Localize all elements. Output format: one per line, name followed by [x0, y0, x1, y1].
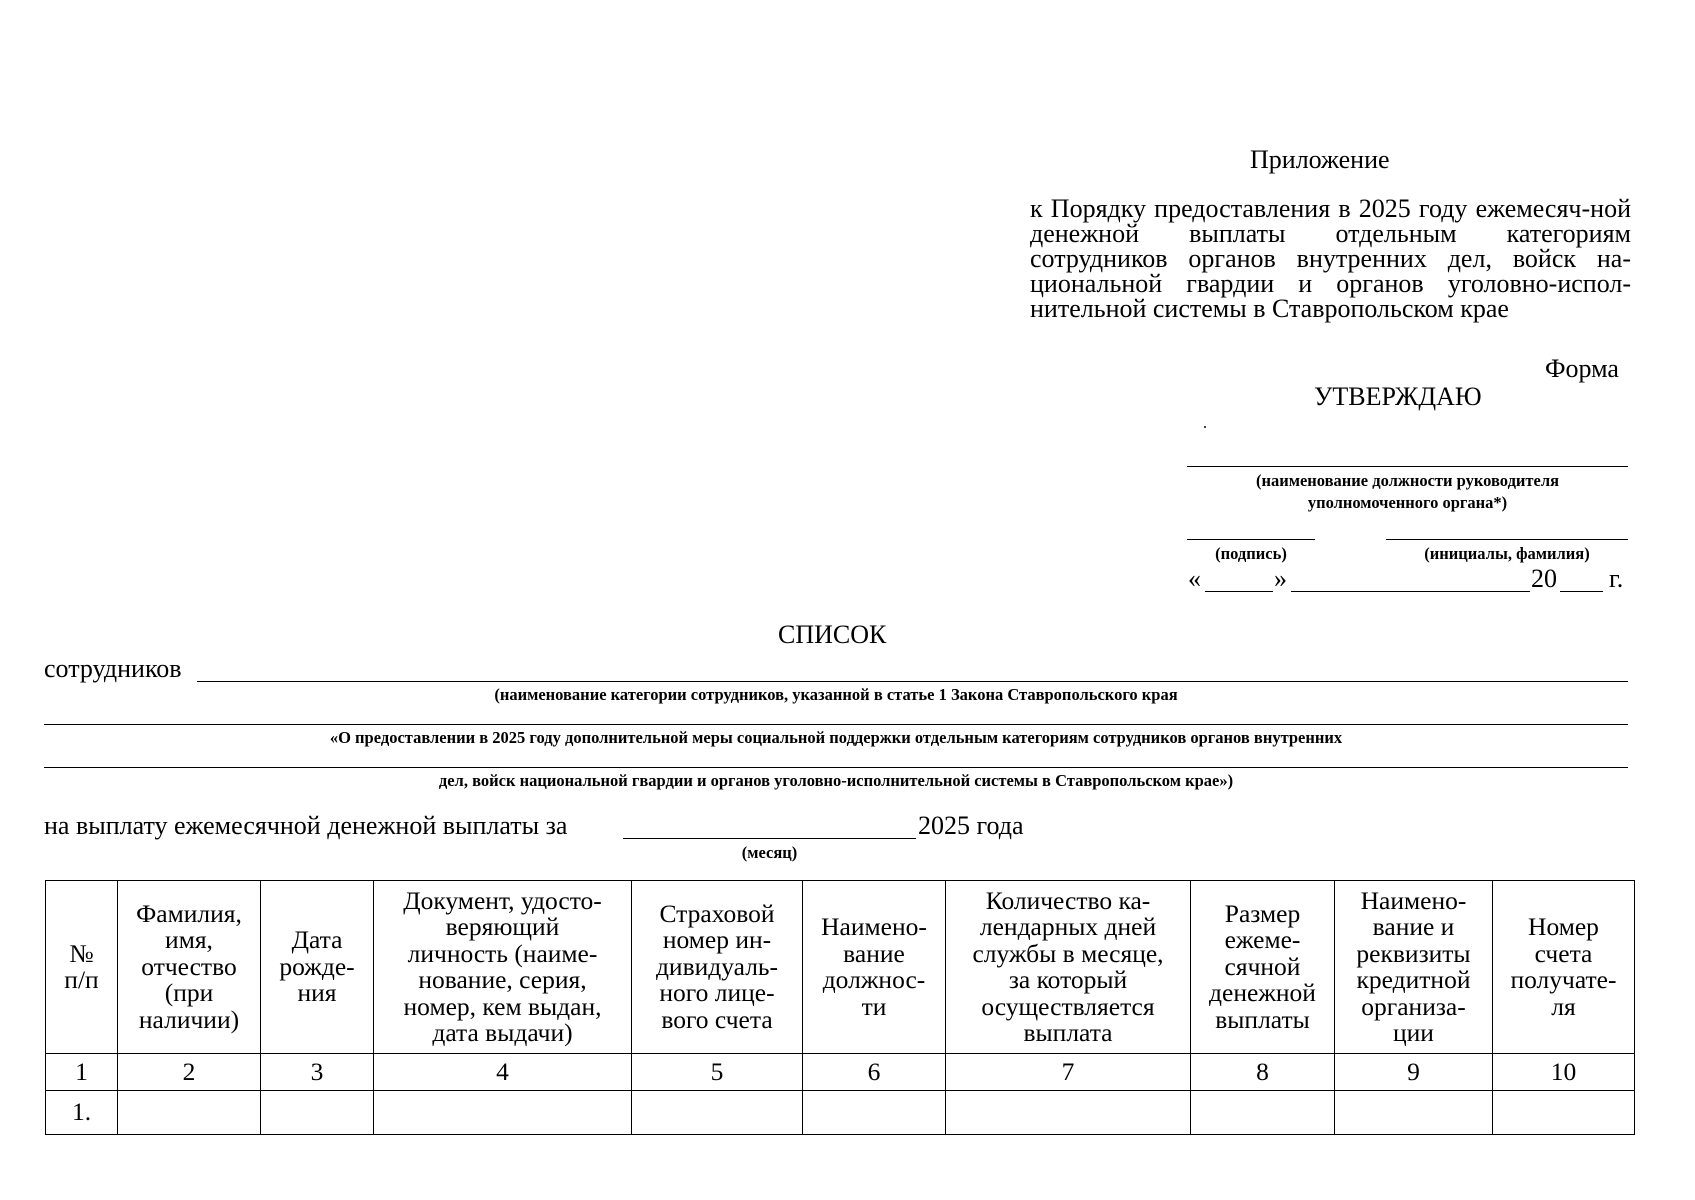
column-number: 9: [1335, 1054, 1493, 1091]
column-number: 5: [632, 1054, 803, 1091]
table-cell: [1191, 1091, 1335, 1135]
signature-caption: (подпись): [1215, 544, 1287, 563]
category-caption-line2: «О предоставлении в 2025 году дополнительной меры социальной поддержки отдельным категориям сотрудников органов внутренних: [329, 728, 1343, 747]
header-service-days: Количество ка- лендарных дней службы в месяце, за который осуществляется выплата: [946, 881, 1191, 1054]
month-line: [623, 838, 916, 839]
header-insurance-number: Страховой номер ин- дивидуаль- ного лице- вого счета: [632, 881, 803, 1054]
employees-category-line: [197, 681, 1628, 682]
table-cell: [118, 1091, 261, 1135]
date-close-quote: »: [1274, 564, 1287, 593]
header-payment-amount: Размер ежеме- сячной денежной выплаты: [1191, 881, 1335, 1054]
table-cell: 1.: [46, 1091, 118, 1135]
table-cell: [1335, 1091, 1493, 1135]
category-line-3: [44, 767, 1628, 768]
column-number: 2: [118, 1054, 261, 1091]
name-line: [1386, 539, 1628, 540]
position-caption-line1: (наименование должности руководителя: [1255, 471, 1560, 490]
date-day-line: [1205, 591, 1273, 592]
column-number: 7: [946, 1054, 1191, 1091]
date-month-line: [1291, 591, 1530, 592]
date-year-prefix: 20: [1531, 564, 1557, 593]
header-bank-details: Наимено- вание и реквизиты кредитной организа- ции: [1335, 881, 1493, 1054]
column-number: 6: [803, 1054, 946, 1091]
category-caption-line1: (наименование категории сотрудников, указанной в статье 1 Закона Ставропольского края: [494, 685, 1178, 704]
position-line: [1187, 466, 1628, 467]
column-number: 3: [261, 1054, 374, 1091]
payment-list-table: [45, 880, 1635, 1135]
table-cell: [1493, 1091, 1635, 1135]
employees-label: сотрудников: [44, 654, 182, 683]
header-account-number: Номер счета получате- ля: [1493, 881, 1635, 1054]
date-open-quote: «: [1188, 564, 1201, 593]
table-cell: [946, 1091, 1191, 1135]
table-cell: [374, 1091, 632, 1135]
payment-suffix: 2025 года: [918, 811, 1024, 840]
table-header-row: [46, 881, 1635, 1054]
category-line-2: [44, 724, 1628, 725]
position-caption-line2: уполномоченного органа*): [1307, 493, 1508, 512]
header-birth-date: Дата рожде- ния: [261, 881, 374, 1054]
column-number: 10: [1493, 1054, 1635, 1091]
header-row-number: № п/п: [46, 881, 118, 1054]
approve-dot-mark: [1204, 426, 1206, 428]
date-year-line: [1560, 591, 1603, 592]
date-year-suffix: г.: [1609, 564, 1624, 593]
form-label: Форма: [1545, 354, 1619, 383]
column-number: 8: [1191, 1054, 1335, 1091]
table-cell: [261, 1091, 374, 1135]
approve-heading: УТВЕРЖДАЮ: [1314, 382, 1482, 411]
name-caption: (инициалы, фамилия): [1424, 544, 1590, 563]
table-row: [46, 1091, 1635, 1135]
header-position: Наимено- вание должнос- ти: [803, 881, 946, 1054]
header-identity-document: Документ, удосто- веряющий личность (наиме- нование, серия, номер, кем выдан, дата выдачи): [374, 881, 632, 1054]
appendix-reference-text: к Порядку предоставления в 2025 году ежемесяч-ной денежной выплаты отдельным категориям сотрудников органов внутренних дел, войск на-циональной гвардии и органов уголовно-испол-нительной системы в Ставропольском крае: [1030, 194, 1631, 323]
month-caption: (месяц): [741, 843, 798, 862]
payment-prefix: на выплату ежемесячной денежной выплаты за: [44, 811, 568, 840]
list-title: СПИСОК: [778, 620, 887, 649]
table-cell: [632, 1091, 803, 1135]
column-number: 4: [374, 1054, 632, 1091]
appendix-title: Приложение: [1250, 145, 1390, 174]
header-full-name: Фамилия, имя, отчество (при наличии): [118, 881, 261, 1054]
column-number: 1: [46, 1054, 118, 1091]
category-caption-line3: дел, войск национальной гвардии и органов уголовно-исполнительной системы в Ставропольском крае»): [438, 771, 1234, 790]
signature-line: [1187, 539, 1315, 540]
column-number-row: [46, 1054, 1635, 1091]
table-cell: [803, 1091, 946, 1135]
